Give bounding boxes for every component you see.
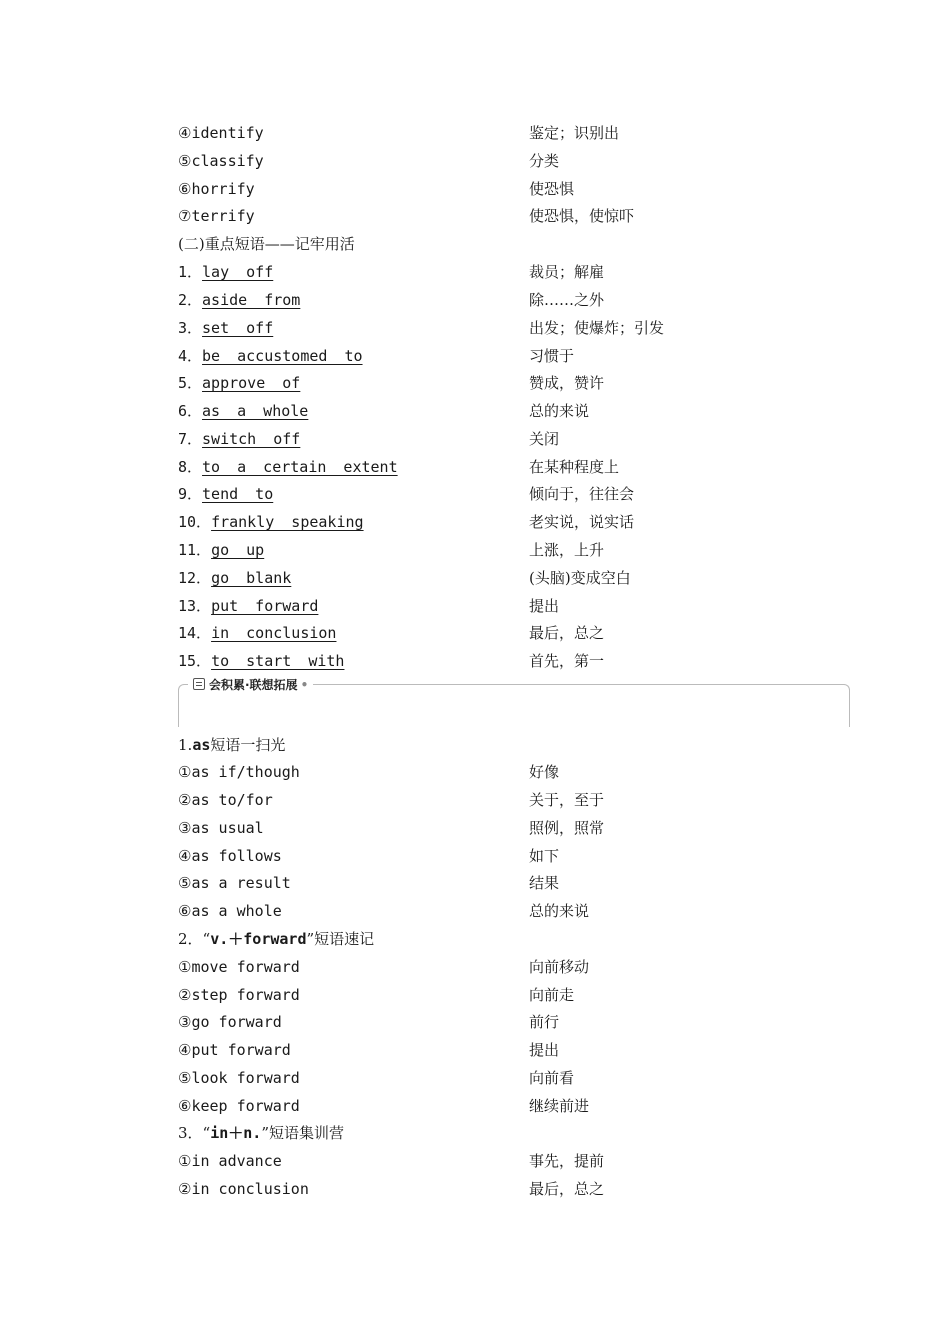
phrase-answer: to start with	[211, 652, 345, 670]
list-item: ⑤as a result 结果	[178, 874, 560, 892]
phrase-number: 4．	[178, 347, 203, 365]
word-en: ⑤classify	[178, 152, 264, 170]
phrase-meaning: 裁员；解雇	[529, 263, 605, 281]
phrase-row	[178, 536, 858, 564]
word-row	[178, 175, 858, 203]
phrase-meaning: 在某种程度上	[529, 458, 620, 476]
list-item: ①as if/though 好像	[178, 763, 560, 781]
list-item: ①move forward 向前移动	[178, 958, 590, 976]
phrase-row	[178, 453, 858, 481]
phrase-number: 15．	[178, 652, 212, 670]
extension-box-title: 会积累·联想拓展 •	[188, 676, 313, 694]
word-row	[178, 202, 858, 230]
phrase-row	[178, 647, 858, 675]
phrase-row	[178, 508, 858, 536]
list-item: ④put forward 提出	[178, 1041, 560, 1059]
list-item: ②as to/for 关于，至于	[178, 791, 605, 809]
phrase-number: 2．	[178, 291, 203, 309]
phrase-row	[178, 286, 858, 314]
phrase-answer: as a whole	[202, 402, 309, 420]
phrase-meaning: 上涨，上升	[529, 541, 605, 559]
phrase-number: 7．	[178, 430, 203, 448]
phrase-answer: be accustomed to	[202, 347, 363, 365]
word-row	[178, 147, 858, 175]
phrase-meaning: 除……之外	[529, 291, 605, 309]
phrase-row	[178, 369, 858, 397]
list-item: ⑤look forward 向前看	[178, 1069, 575, 1087]
phrase-row	[178, 342, 858, 370]
phrase-meaning: (头脑)变成空白	[529, 569, 631, 587]
word-en: ⑦terrify	[178, 207, 255, 225]
group-title: 3．“in＋n.”短语集训营	[178, 1124, 345, 1142]
phrase-answer: go up	[211, 541, 265, 559]
phrase-meaning: 出发；使爆炸；引发	[529, 319, 665, 337]
phrase-answer: put forward	[211, 597, 319, 615]
phrase-meaning: 关闭	[529, 430, 560, 448]
phrase-answer: frankly speaking	[211, 513, 364, 531]
phrase-answer: approve of	[202, 374, 301, 392]
list-item: ②step forward 向前走	[178, 986, 575, 1004]
word-zh: 使恐惧，使惊吓	[529, 207, 635, 225]
phrase-answer: set off	[202, 319, 274, 337]
word-zh: 使恐惧	[529, 180, 575, 198]
phrase-meaning: 总的来说	[529, 402, 590, 420]
phrase-row	[178, 592, 858, 620]
phrase-answer: tend to	[202, 485, 274, 503]
phrase-number: 11．	[178, 541, 212, 559]
phrase-meaning: 提出	[529, 597, 560, 615]
phrase-number: 6．	[178, 402, 203, 420]
dot-icon: •	[300, 678, 309, 692]
word-zh: 鉴定；识别出	[529, 124, 620, 142]
phrase-number: 12．	[178, 569, 212, 587]
phrase-meaning: 赞成，赞许	[529, 374, 605, 392]
word-row	[178, 119, 858, 147]
list-item: ⑥keep forward 继续前进	[178, 1097, 590, 1115]
phrase-number: 10．	[178, 513, 212, 531]
phrase-meaning: 首先，第一	[529, 652, 605, 670]
phrase-row	[178, 619, 858, 647]
phrase-meaning: 老实说，说实话	[529, 513, 635, 531]
phrase-row	[178, 397, 858, 425]
phrase-answer: to a certain extent	[202, 458, 398, 476]
list-item: ③as usual 照例，照常	[178, 819, 605, 837]
phrase-answer: lay off	[202, 263, 274, 281]
list-item: ②in conclusion 最后，总之	[178, 1180, 605, 1198]
phrase-number: 1．	[178, 263, 203, 281]
group-title: 1.as短语一扫光	[178, 736, 286, 754]
word-en: ⑥horrify	[178, 180, 255, 198]
phrase-number: 8．	[178, 458, 203, 476]
phrase-answer: switch off	[202, 430, 301, 448]
phrase-answer: aside from	[202, 291, 301, 309]
phrase-row	[178, 480, 858, 508]
phrase-row	[178, 314, 858, 342]
section-title: (二)重点短语——记牢用活	[178, 235, 355, 253]
phrase-number: 13．	[178, 597, 212, 615]
phrase-meaning: 最后，总之	[529, 624, 605, 642]
phrase-row	[178, 258, 858, 286]
word-en: ④identify	[178, 124, 264, 142]
phrase-answer: go blank	[211, 569, 292, 587]
list-item: ⑥as a whole 总的来说	[178, 902, 590, 920]
phrase-number: 3．	[178, 319, 203, 337]
phrase-row	[178, 564, 858, 592]
phrase-number: 9．	[178, 485, 203, 503]
phrase-meaning: 倾向于，往往会	[529, 485, 635, 503]
phrase-meaning: 习惯于	[529, 347, 575, 365]
phrase-row	[178, 425, 858, 453]
list-item: ①in advance 事先，提前	[178, 1152, 605, 1170]
phrase-answer: in conclusion	[211, 624, 337, 642]
phrase-number: 14．	[178, 624, 212, 642]
list-item: ③go forward 前行	[178, 1013, 560, 1031]
book-icon	[193, 678, 205, 690]
group-title: 2．“v.＋forward”短语速记	[178, 930, 375, 948]
word-zh: 分类	[529, 152, 560, 170]
list-item: ④as follows 如下	[178, 847, 560, 865]
phrase-number: 5．	[178, 374, 203, 392]
